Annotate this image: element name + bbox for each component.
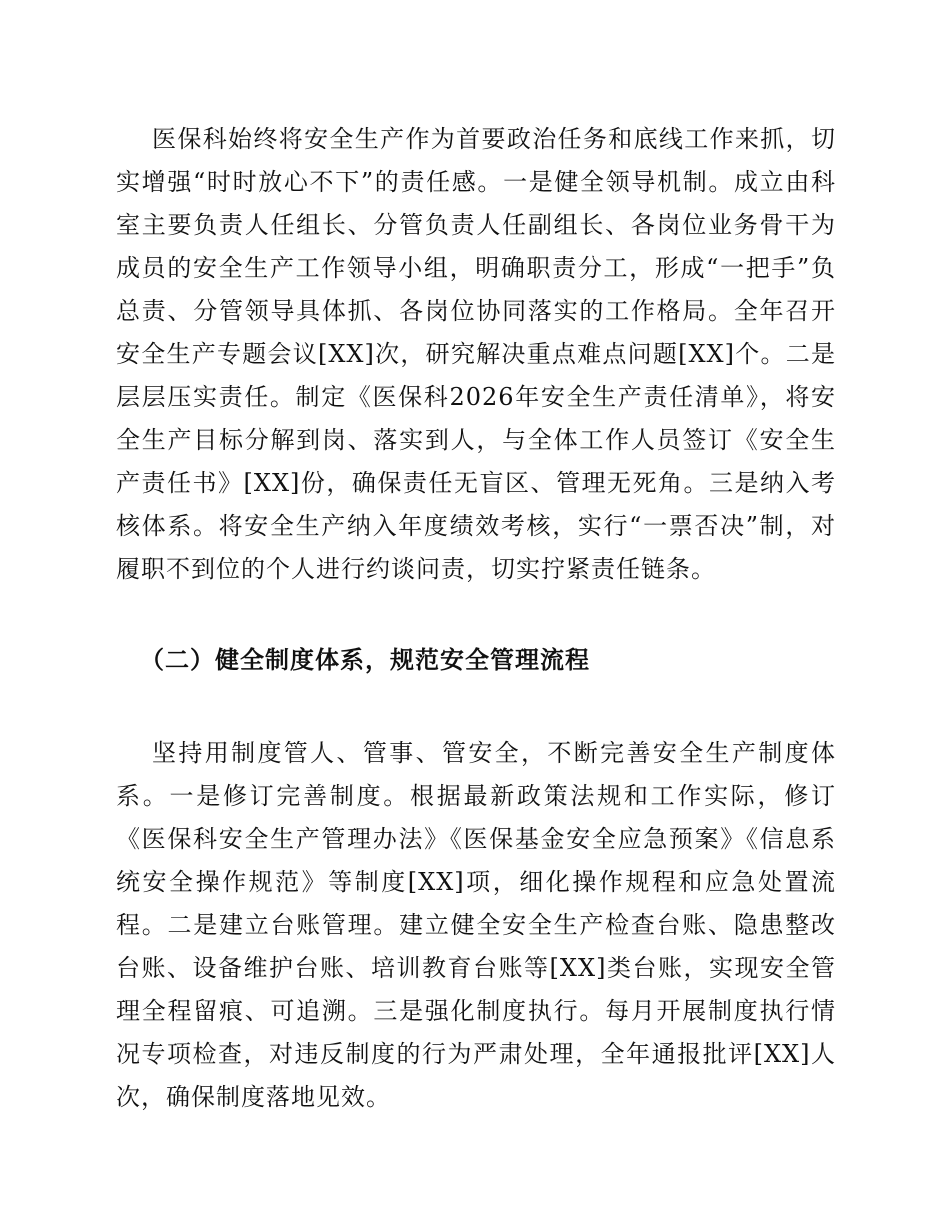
- section-heading: （二）健全制度体系，规范安全管理流程: [140, 645, 590, 674]
- body-paragraph: 坚持用制度管人、管事、管安全，不断完善安全生产制度体系。一是修订完善制度。根据最新政策法规和工作实际，修订《医保科安全生产管理办法》《医保基金安全应急预案》《信息系统安全操作规范》等制度[XX]项，细化操作规程和应急处置流程。二是建立台账管理。建立健全安全生产检查台账、隐患整改台账、设备维护台账、培训教育台账等[XX]类台账，实现安全管理全程留痕、可追溯。三是强化制度执行。每月开展制度执行情况专项检查，对违反制度的行为严肃处理，全年通报批评[XX]人次，确保制度落地见效。: [116, 739, 836, 1111]
- body-paragraph: 医保科始终将安全生产作为首要政治任务和底线工作来抓，切实增强“时时放心不下”的责任感。一是健全领导机制。成立由科室主要负责人任组长、分管负责人任副组长、各岗位业务骨干为成员的安全生产工作领导小组，明确职责分工，形成“一把手”负总责、分管领导具体抓、各岗位协同落实的工作格局。全年召开安全生产专题会议[XX]次，研究解决重点难点问题[XX]个。二是层层压实责任。制定《医保科2026年安全生产责任清单》，将安全生产目标分解到岗、落实到人，与全体工作人员签订《安全生产责任书》[XX]份，确保责任无盲区、管理无死角。三是纳入考核体系。将安全生产纳入年度绩效考核，实行“一票否决”制，对履职不到位的个人进行约谈问责，切实拧紧责任链条。: [116, 125, 836, 583]
